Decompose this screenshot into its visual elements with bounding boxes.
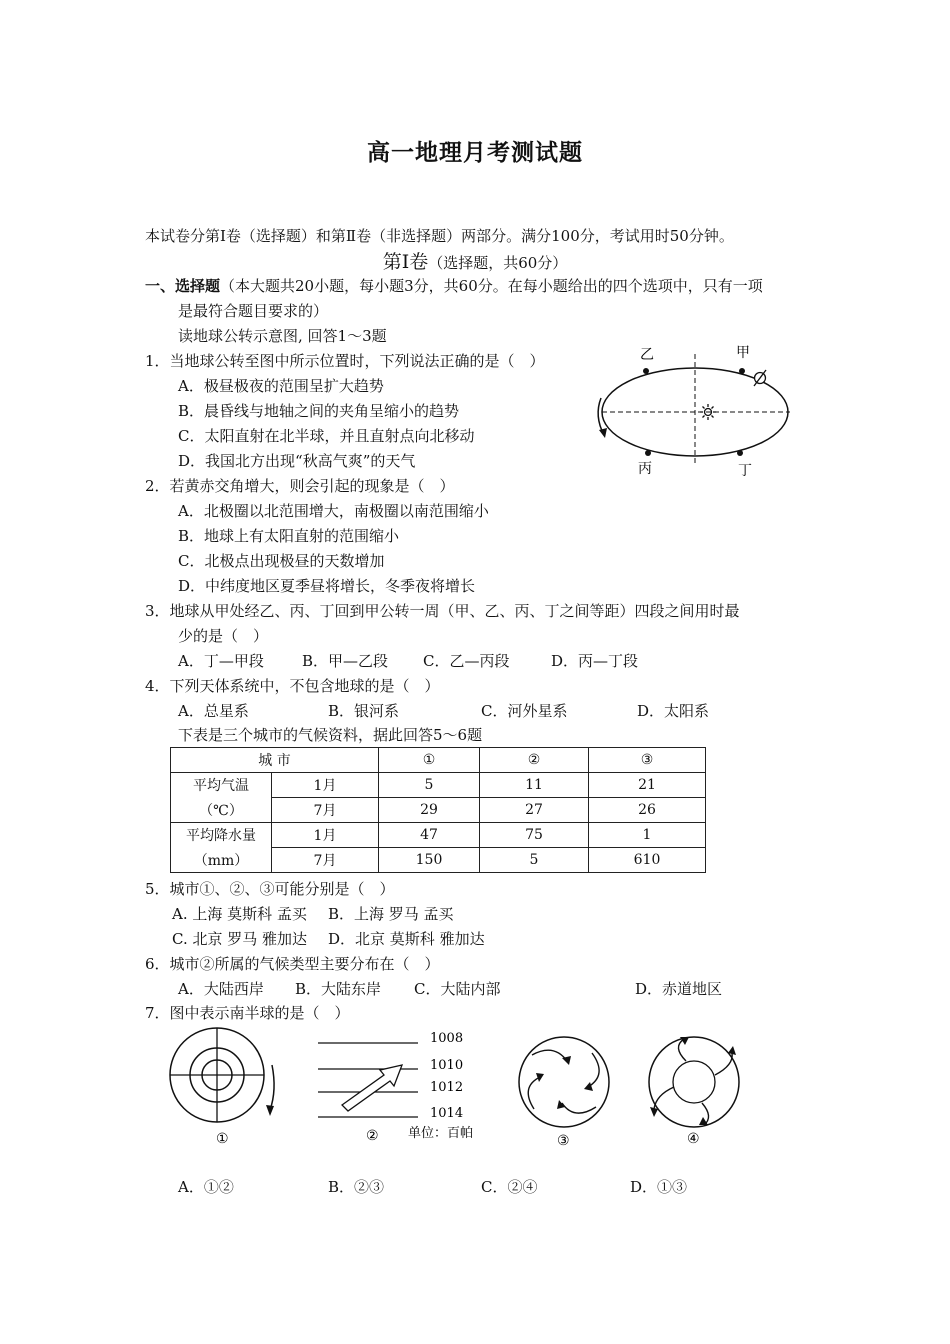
orbit-arrowhead (599, 428, 607, 438)
cell: 29 (379, 798, 480, 823)
orbit-point-jia (739, 368, 745, 374)
fig7-diagram-2 (310, 1025, 500, 1150)
temp-unit: （℃） (171, 798, 272, 823)
fig7-diagram-3 (512, 1025, 622, 1150)
header-city-2: ② (480, 748, 589, 773)
q6-option-d: D．赤道地区 (635, 980, 723, 998)
month-jan: 1月 (272, 823, 379, 848)
section1-desc: （本大题共20小题，每小题3分，共60分。在每小题给出的四个选项中，只有一项 (220, 277, 763, 295)
isobar-label: 1010 (430, 1058, 464, 1073)
q4-option-b: B．银河系 (328, 702, 400, 720)
precip-unit: （mm） (171, 848, 272, 873)
q5-option-a: A. 上海 莫斯科 孟买 (172, 905, 307, 923)
section1-header (145, 274, 763, 299)
q2-option-b: B．地球上有太阳直射的范围缩小 (178, 527, 400, 545)
vortex-inner-circle (673, 1061, 715, 1103)
header-city: 城 市 (171, 748, 379, 773)
cell: 27 (480, 798, 589, 823)
q5-option-b: B．上海 罗马 孟买 (328, 905, 454, 923)
climate-table (170, 747, 706, 873)
rotation-arrow (270, 1065, 274, 1110)
isobar-label: 1008 (430, 1031, 464, 1046)
intro-text: 本试卷分第Ⅰ卷（选择题）和第Ⅱ卷（非选择题）两部分。满分100分，考试用时50分钟。 (145, 227, 734, 245)
isobar-label: 1014 (430, 1106, 464, 1121)
isobar-label: 1012 (430, 1080, 464, 1095)
cell: 150 (379, 848, 480, 873)
month-jul: 7月 (272, 848, 379, 873)
q3-stem-cont: 少的是（ ） (178, 627, 269, 645)
cell: 21 (589, 773, 706, 798)
q3-option-c: C．乙—丙段 (423, 652, 510, 670)
section1-desc-cont: 是最符合题目要求的） (178, 302, 329, 320)
q7-option-a: A．①② (178, 1178, 234, 1196)
pressure-unit: 单位：百帕 (408, 1126, 474, 1141)
q5-stem: 5．城市①、②、③可能分别是（ ） (145, 880, 395, 898)
q6-option-a: A．大陆西岸 (178, 980, 264, 998)
month-jan: 1月 (272, 773, 379, 798)
q5-option-c: C. 北京 罗马 雅加达 (172, 930, 308, 948)
part1-note: （选择题，共60分） (428, 254, 568, 272)
month-jul: 7月 (272, 798, 379, 823)
q1-stem: 1．当地球公转至图中所示位置时，下列说法正确的是（ ） (145, 352, 545, 370)
q5-option-d: D．北京 莫斯科 雅加达 (328, 930, 485, 948)
cell: 11 (480, 773, 589, 798)
q4-option-c: C．河外星系 (481, 702, 568, 720)
table-intro: 下表是三个城市的气候资料，据此回答5～6题 (178, 726, 483, 744)
q7-option-b: B．②③ (328, 1178, 385, 1196)
q1-option-b: B．晨昏线与地轴之间的夹角呈缩小的趋势 (178, 402, 460, 420)
table-row (171, 798, 706, 823)
q3-stem: 3．地球从甲处经乙、丙、丁回到甲公转一周（甲、乙、丙、丁之间等距）四段之间用时最 (145, 602, 740, 620)
header-city-3: ③ (589, 748, 706, 773)
vortex-spiral-arrows (654, 1039, 732, 1125)
fig7-caption-2: ② (366, 1128, 379, 1144)
table-row (171, 823, 706, 848)
vortex-outer-circle (649, 1037, 739, 1127)
rotation-arrowhead (266, 1105, 274, 1116)
q3-option-a: A．丁—甲段 (178, 652, 264, 670)
cell: 610 (589, 848, 706, 873)
q7-stem: 7．图中表示南半球的是（ ） (145, 1004, 350, 1022)
q1-option-d: D．我国北方出现“秋高气爽”的天气 (178, 452, 416, 470)
label-yi: 乙 (640, 347, 654, 363)
orbit-read-prompt: 读地球公转示意图, 回答1～3题 (178, 327, 387, 345)
temp-label: 平均气温 (171, 773, 272, 798)
q4-option-a: A．总星系 (178, 702, 249, 720)
q6-option-b: B．大陆东岸 (295, 980, 382, 998)
label-jia: 甲 (736, 345, 750, 361)
q2-option-d: D．中纬度地区夏季昼将增长，冬季夜将增长 (178, 577, 476, 595)
label-ding: 丁 (738, 463, 752, 479)
page-title: 高一地理月考测试题 (367, 139, 583, 166)
wind-direction-arrow (342, 1065, 402, 1111)
q2-option-a: A．北极圈以北范围增大，南极圈以南范围缩小 (178, 502, 489, 520)
q4-stem: 4．下列天体系统中，不包含地球的是（ ） (145, 677, 440, 695)
section1-label: 一、选择题 (145, 277, 221, 295)
q4-option-d: D．太阳系 (637, 702, 710, 720)
table-row (171, 848, 706, 873)
fig7-caption-4: ④ (687, 1131, 700, 1147)
q3-option-b: B．甲—乙段 (302, 652, 389, 670)
cell: 75 (480, 823, 589, 848)
q7-option-c: C．②④ (481, 1178, 538, 1196)
header-city-1: ① (379, 748, 480, 773)
q1-option-a: A．极昼极夜的范围呈扩大趋势 (178, 377, 384, 395)
precip-label: 平均降水量 (171, 823, 272, 848)
q1-option-c: C．太阳直射在北半球，并且直射点向北移动 (178, 427, 475, 445)
fig7-diagram-4 (642, 1025, 752, 1150)
orbit-diagram (590, 340, 805, 480)
orbit-point-bing (645, 450, 651, 456)
vortex-arrowheads (536, 1056, 593, 1109)
table-header-row (171, 748, 706, 773)
cell: 47 (379, 823, 480, 848)
fig7-caption-1: ① (216, 1131, 229, 1147)
cell: 1 (589, 823, 706, 848)
fig7-diagram-1 (160, 1025, 300, 1150)
q3-option-d: D．丙—丁段 (551, 652, 639, 670)
fig7-caption-3: ③ (557, 1133, 570, 1149)
cell: 5 (480, 848, 589, 873)
q6-stem: 6．城市②所属的气候类型主要分布在（ ） (145, 955, 440, 973)
orbit-point-ding (737, 450, 743, 456)
cell: 26 (589, 798, 706, 823)
label-bing: 丙 (638, 461, 652, 477)
table-row (171, 773, 706, 798)
orbit-point-yi (643, 368, 649, 374)
earth-position-icon (754, 370, 766, 386)
q2-option-c: C．北极点出现极昼的天数增加 (178, 552, 385, 570)
q6-option-c: C．大陆内部 (414, 980, 501, 998)
cell: 5 (379, 773, 480, 798)
part1-title: 第Ⅰ卷 (382, 251, 429, 273)
q2-stem: 2．若黄赤交角增大，则会引起的现象是（ ） (145, 477, 455, 495)
q7-option-d: D．①③ (630, 1178, 688, 1196)
part1-heading (0, 249, 950, 276)
